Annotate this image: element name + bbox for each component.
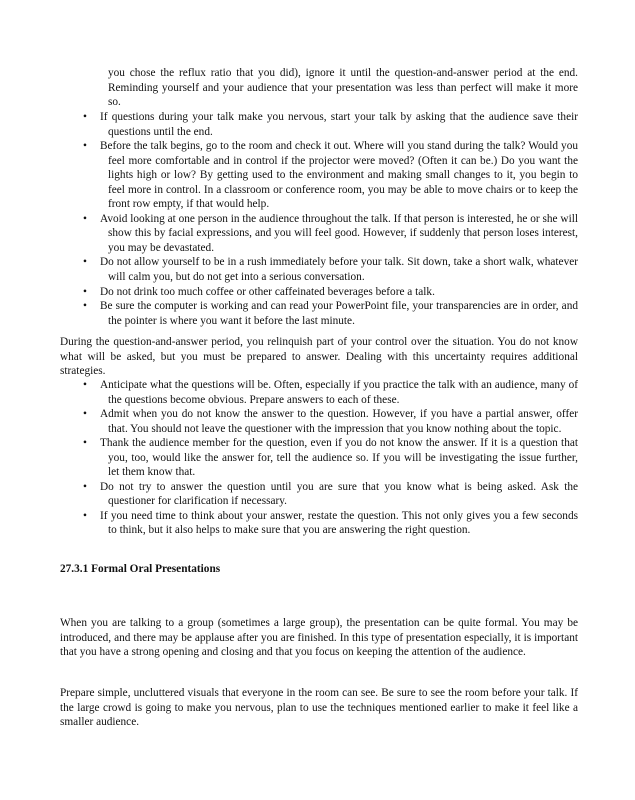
list-item-text: Be sure the computer is working and can read your PowerPoint file, your transparencies are in order, and the pointer is where you want it before the last minute. <box>100 300 578 327</box>
bullet-icon: • <box>83 140 87 153</box>
bullet-list-before-talk <box>83 110 578 328</box>
list-item <box>83 285 578 300</box>
bullet-icon: • <box>83 480 87 493</box>
bullet-icon: • <box>83 437 87 450</box>
bullet-icon: • <box>83 256 87 269</box>
bullet-icon: • <box>83 111 87 123</box>
list-item <box>83 299 578 328</box>
list-item <box>83 436 578 480</box>
list-item-text: Anticipate what the questions will be. Often, especially if you practice the talk with an audience, many of the questions become obvious. Prepare answers to each of these. <box>100 379 578 406</box>
list-item-text: Thank the audience member for the question, even if you do not know the answer. If it is a question that you, too, would like the answer for, tell the audience so. If you will be investigating the issue further, let them know that. <box>100 437 578 479</box>
bullet-icon: • <box>83 509 87 522</box>
list-item <box>83 407 578 436</box>
list-item-text: If you need time to think about your answer, restate the question. This not only gives you a few seconds to think, but it also helps to make sure that you are answering the right question. <box>100 509 578 537</box>
list-item-text: Admit when you do not know the answer to the question. However, if you have a partial answer, offer that. You should not leave the questioner with the impression that you know nothing about the topic. <box>100 408 578 435</box>
list-item-text: If questions during your talk make you nervous, start your talk by asking that the audience save their questions until the end. <box>100 111 578 138</box>
list-item-text: Before the talk begins, go to the room and check it out. Where will you stand during the talk? Would you feel more comfortable and in control if the projector were moved? (Often it can be.) Do you want the lights high or low? By getting used to the environment and making small changes to it, you begin to feel more in control. In a classroom or conference room, you may be able to move chairs or to keep the front row empty, if that would help. <box>100 140 578 211</box>
bullet-icon: • <box>83 212 87 225</box>
formal-paragraph-intro: When you are talking to a group (sometimes a large group), the presentation can be quite formal. You may be introduced, and there may be applause after you are finished. In this type of presentation especially, it is important that you have a strong opening and closing and that you focus on keeping the attention of the audience. <box>60 617 578 659</box>
list-item <box>83 139 578 212</box>
list-item <box>83 212 578 256</box>
continuation-paragraph: you chose the reflux ratio that you did), ignore it until the question-and-answer period at the end. Reminding yourself and your audience that your presentation was less than perfect will make it more so. <box>108 67 578 109</box>
list-item <box>83 110 578 139</box>
bullet-icon: • <box>83 300 87 313</box>
list-item-text: Do not try to answer the question until you are sure that you know what is being asked. Ask the questioner for clarification if necessary. <box>100 480 578 508</box>
list-item <box>83 480 578 509</box>
qa-paragraph: During the question-and-answer period, you relinquish part of your control over the situation. You do not know what will be asked, but you must be prepared to answer. Dealing with this uncertainty requires additional strategies. <box>60 336 578 378</box>
list-item <box>83 509 578 538</box>
section-heading: 27.3.1 Formal Oral Presentations <box>60 563 221 575</box>
formal-paragraph-visuals: Prepare simple, uncluttered visuals that everyone in the room can see. Be sure to see the room before your talk. If the large crowd is going to make you nervous, plan to use the techniques mentioned earlier to make it feel like a smaller audience. <box>60 687 578 729</box>
list-item-text: Do not drink too much coffee or other caffeinated beverages before a talk. <box>100 285 435 298</box>
list-item-text: Do not allow yourself to be in a rush immediately before your talk. Sit down, take a short walk, whatever will calm you, but do not get into a serious conversation. <box>100 256 578 284</box>
bullet-icon: • <box>83 379 87 391</box>
bullet-list-qa <box>83 378 578 538</box>
list-item <box>83 255 578 284</box>
list-item <box>83 378 578 407</box>
bullet-icon: • <box>83 408 87 421</box>
list-item-text: Avoid looking at one person in the audience throughout the talk. If that person is interested, he or she will show this by facial expressions, and you will feel good. However, if suddenly that person loses interest, you may be devastated. <box>100 212 578 254</box>
bullet-icon: • <box>83 285 87 298</box>
